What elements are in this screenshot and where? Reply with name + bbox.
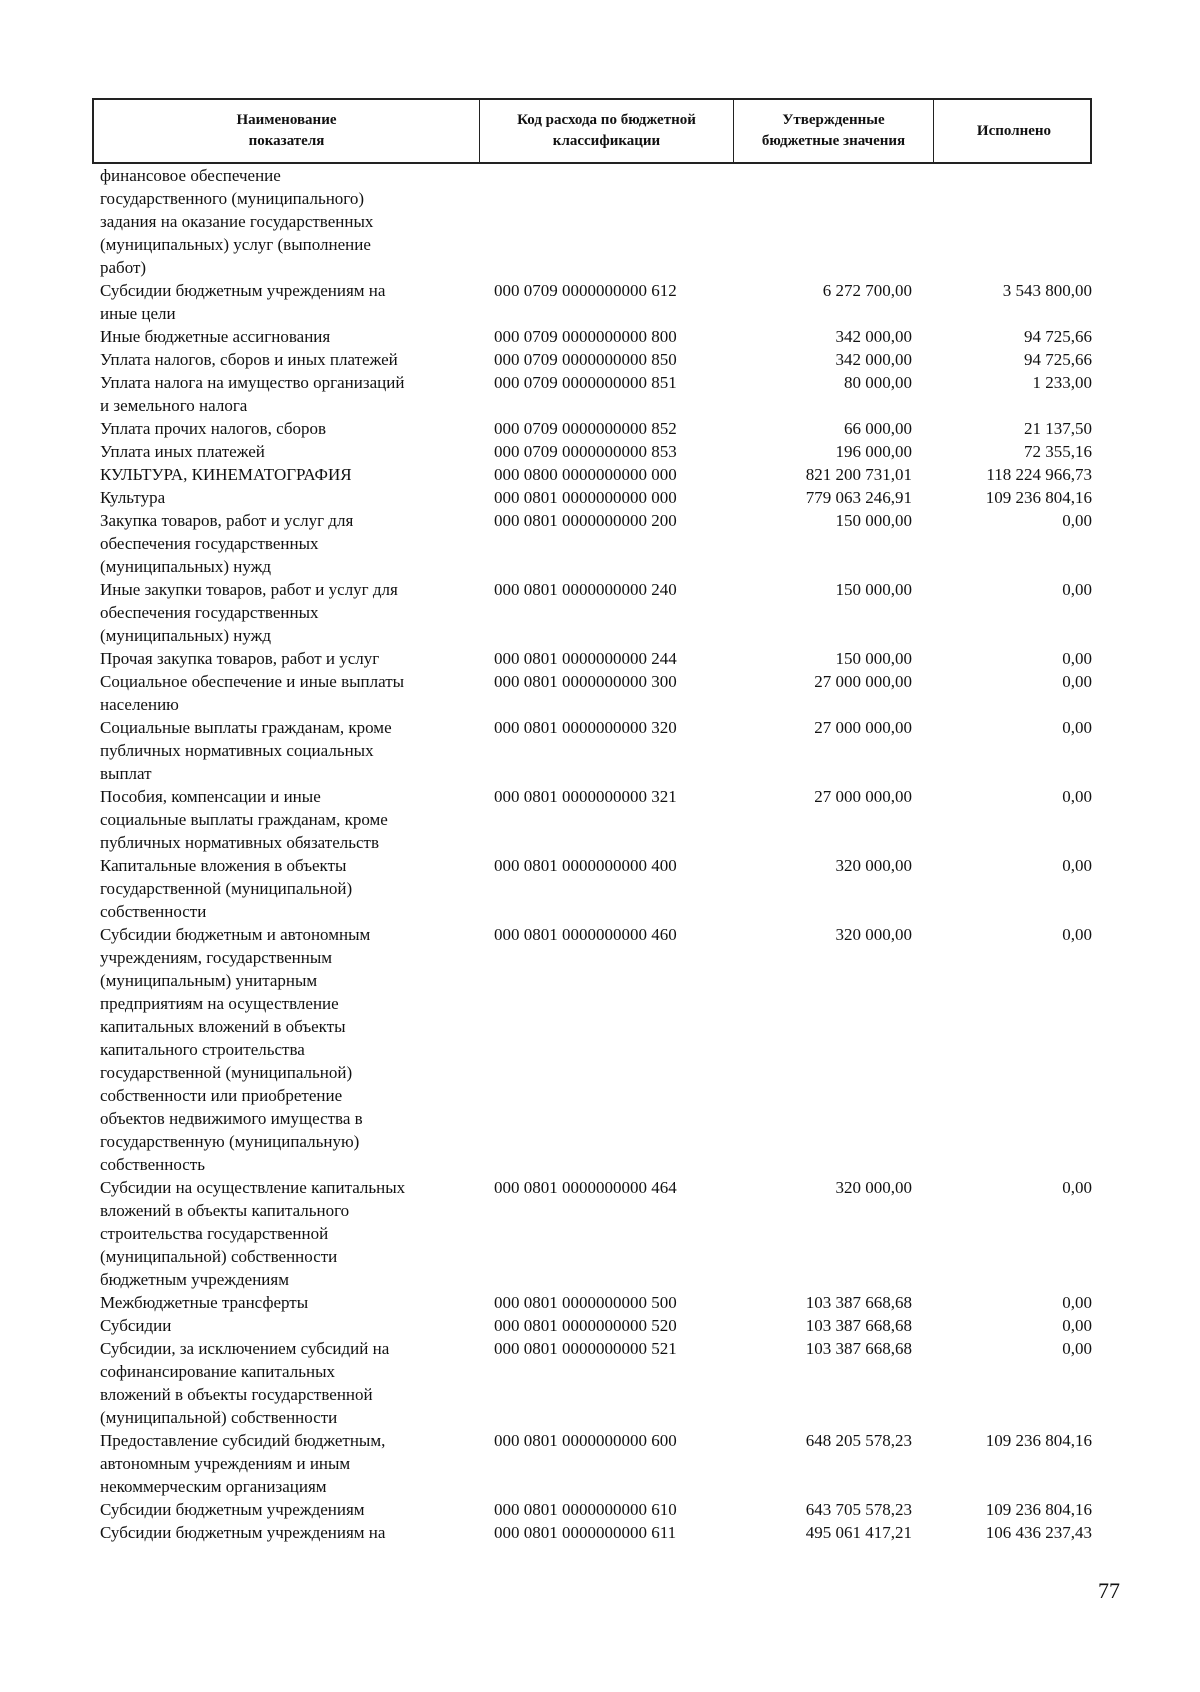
row-executed: 0,00 <box>1062 787 1092 806</box>
table-row <box>100 279 1100 325</box>
row-executed: 72 355,16 <box>1024 442 1092 461</box>
row-code: 000 0709 0000000000 852 <box>494 419 677 438</box>
row-name: Субсидии бюджетным учреждениям на <box>100 1523 386 1542</box>
row-executed: 1 233,00 <box>1032 373 1092 392</box>
table-row <box>100 854 1100 923</box>
row-code: 000 0800 0000000000 000 <box>494 465 677 484</box>
table-row <box>100 1176 1100 1291</box>
row-code: 000 0801 0000000000 320 <box>494 718 677 737</box>
row-code: 000 0801 0000000000 600 <box>494 1431 677 1450</box>
row-executed: 0,00 <box>1062 580 1092 599</box>
row-approved: 821 200 731,01 <box>805 465 912 484</box>
table-row <box>100 578 1100 647</box>
row-code: 000 0801 0000000000 400 <box>494 856 677 875</box>
row-name: Закупка товаров, работ и услуг для обеспечения государственных (муниципальных) нужд <box>100 511 354 576</box>
table-row <box>100 1498 1100 1521</box>
row-name: Уплата прочих налогов, сборов <box>100 419 326 438</box>
row-code: 000 0709 0000000000 800 <box>494 327 677 346</box>
table-row <box>100 785 1100 854</box>
row-approved: 103 387 668,68 <box>805 1316 912 1335</box>
header-code: Код расхода по бюджетной классификации <box>480 100 734 162</box>
table-row <box>100 463 1100 486</box>
row-approved: 643 705 578,23 <box>805 1500 912 1519</box>
row-name: Капитальные вложения в объекты государственной (муниципальной) собственности <box>100 856 353 921</box>
row-approved: 342 000,00 <box>835 350 912 369</box>
table-row <box>100 647 1100 670</box>
row-approved: 80 000,00 <box>844 373 912 392</box>
row-name: Уплата налога на имущество организаций и земельного налога <box>100 373 405 415</box>
row-name: Иные закупки товаров, работ и услуг для обеспечения государственных (муниципальных) нужд <box>100 580 398 645</box>
row-name: Субсидии на осуществление капитальных вложений в объекты капитального строительства государственной (муниципальной) собственности бюджетным учреждениям <box>100 1178 406 1289</box>
row-code: 000 0709 0000000000 851 <box>494 373 677 392</box>
row-executed: 21 137,50 <box>1024 419 1092 438</box>
row-code: 000 0801 0000000000 321 <box>494 787 677 806</box>
table-row <box>100 486 1100 509</box>
row-code: 000 0801 0000000000 460 <box>494 925 677 944</box>
row-code: 000 0709 0000000000 850 <box>494 350 677 369</box>
row-approved: 320 000,00 <box>835 925 912 944</box>
row-approved: 150 000,00 <box>835 649 912 668</box>
row-executed: 0,00 <box>1062 649 1092 668</box>
row-name: Субсидии бюджетным учреждениям <box>100 1500 365 1519</box>
row-executed: 0,00 <box>1062 856 1092 875</box>
row-code: 000 0709 0000000000 612 <box>494 281 677 300</box>
row-code: 000 0801 0000000000 521 <box>494 1339 677 1358</box>
row-approved <box>742 164 912 279</box>
table-row <box>100 164 1100 279</box>
table-row <box>100 1521 1100 1544</box>
row-approved: 103 387 668,68 <box>805 1293 912 1312</box>
table-row <box>100 325 1100 348</box>
row-name: Субсидии бюджетным и автономным учреждениям, государственным (муниципальным) унитарным предприятиям на осуществление капитальных вложений в объекты капитального строительства государственной (муниципальной) собственности или приобретение объектов недвижимого имущества в государственную (муниципальную) собственность <box>100 925 371 1174</box>
row-approved: 150 000,00 <box>835 580 912 599</box>
row-approved: 648 205 578,23 <box>805 1431 912 1450</box>
row-approved: 6 272 700,00 <box>822 281 912 300</box>
row-code: 000 0801 0000000000 500 <box>494 1293 677 1312</box>
table-body <box>100 164 1100 1544</box>
table-row <box>100 1314 1100 1337</box>
row-approved: 27 000 000,00 <box>814 672 912 691</box>
table-row <box>100 1337 1100 1429</box>
row-executed: 0,00 <box>1062 1178 1092 1197</box>
row-code: 000 0801 0000000000 300 <box>494 672 677 691</box>
row-executed: 0,00 <box>1062 1316 1092 1335</box>
row-name: Предоставление субсидий бюджетным, автономным учреждениям и иным некоммерческим организациям <box>100 1431 386 1496</box>
row-executed: 0,00 <box>1062 511 1092 530</box>
table-row <box>100 923 1100 1176</box>
row-approved: 320 000,00 <box>835 1178 912 1197</box>
table-row <box>100 1291 1100 1314</box>
table-row <box>100 348 1100 371</box>
row-code: 000 0801 0000000000 200 <box>494 511 677 530</box>
row-name: Межбюджетные трансферты <box>100 1293 309 1312</box>
row-name: Уплата иных платежей <box>100 442 265 461</box>
row-executed: 0,00 <box>1062 672 1092 691</box>
row-name: Субсидии бюджетным учреждениям на иные цели <box>100 281 386 323</box>
row-name: КУЛЬТУРА, КИНЕМАТОГРАФИЯ <box>100 465 352 484</box>
row-approved: 320 000,00 <box>835 856 912 875</box>
row-executed: 3 543 800,00 <box>1002 281 1092 300</box>
table-row <box>100 670 1100 716</box>
row-name: Социальные выплаты гражданам, кроме публичных нормативных социальных выплат <box>100 718 392 783</box>
table-row <box>100 417 1100 440</box>
header-executed: Исполнено <box>976 122 1052 139</box>
row-name: Субсидии <box>100 1316 172 1335</box>
table-header <box>92 98 1092 164</box>
row-executed <box>912 164 1092 279</box>
row-code: 000 0801 0000000000 464 <box>494 1178 677 1197</box>
row-approved: 150 000,00 <box>835 511 912 530</box>
table-row <box>100 509 1100 578</box>
row-approved: 196 000,00 <box>835 442 912 461</box>
row-executed: 0,00 <box>1062 1339 1092 1358</box>
row-name: финансовое обеспечение государственного (муниципального) задания на оказание государственных (муниципальных) услуг (выполнение работ) <box>100 166 374 277</box>
row-code: 000 0801 0000000000 611 <box>494 1523 677 1542</box>
row-approved: 27 000 000,00 <box>814 718 912 737</box>
row-approved: 779 063 246,91 <box>805 488 912 507</box>
row-executed: 0,00 <box>1062 925 1092 944</box>
row-name: Прочая закупка товаров, работ и услуг <box>100 649 380 668</box>
row-code: 000 0709 0000000000 853 <box>494 442 677 461</box>
header-approved: Утвержденные бюджетные значения <box>734 100 934 162</box>
row-name: Уплата налогов, сборов и иных платежей <box>100 350 398 369</box>
row-approved: 342 000,00 <box>835 327 912 346</box>
row-executed: 0,00 <box>1062 1293 1092 1312</box>
table-row <box>100 371 1100 417</box>
table-row <box>100 1429 1100 1498</box>
header-name: Наименование показателя <box>94 100 480 162</box>
row-name: Пособия, компенсации и иные социальные выплаты гражданам, кроме публичных нормативных обязательств <box>100 787 388 852</box>
row-code: 000 0801 0000000000 610 <box>494 1500 677 1519</box>
row-code: 000 0801 0000000000 240 <box>494 580 677 599</box>
row-code: 000 0801 0000000000 000 <box>494 488 677 507</box>
row-executed: 109 236 804,16 <box>985 1431 1092 1450</box>
row-name: Социальное обеспечение и иные выплаты населению <box>100 672 405 714</box>
row-approved: 27 000 000,00 <box>814 787 912 806</box>
row-code: 000 0801 0000000000 244 <box>494 649 677 668</box>
row-executed: 118 224 966,73 <box>986 465 1092 484</box>
row-executed: 109 236 804,16 <box>985 488 1092 507</box>
row-code <box>492 164 742 279</box>
table-row <box>100 440 1100 463</box>
row-name: Культура <box>100 488 166 507</box>
row-executed: 0,00 <box>1062 718 1092 737</box>
row-approved: 103 387 668,68 <box>805 1339 912 1358</box>
row-executed: 109 236 804,16 <box>985 1500 1092 1519</box>
row-executed: 94 725,66 <box>1024 327 1092 346</box>
row-name: Субсидии, за исключением субсидий на софинансирование капитальных вложений в объекты государственной (муниципальной) собственности <box>100 1339 390 1427</box>
row-name: Иные бюджетные ассигнования <box>100 327 331 346</box>
row-approved: 66 000,00 <box>844 419 912 438</box>
row-approved: 495 061 417,21 <box>805 1523 912 1542</box>
row-code: 000 0801 0000000000 520 <box>494 1316 677 1335</box>
row-executed: 94 725,66 <box>1024 350 1092 369</box>
page-number: 77 <box>1098 1578 1120 1603</box>
row-executed: 106 436 237,43 <box>985 1523 1092 1542</box>
table-row <box>100 716 1100 785</box>
